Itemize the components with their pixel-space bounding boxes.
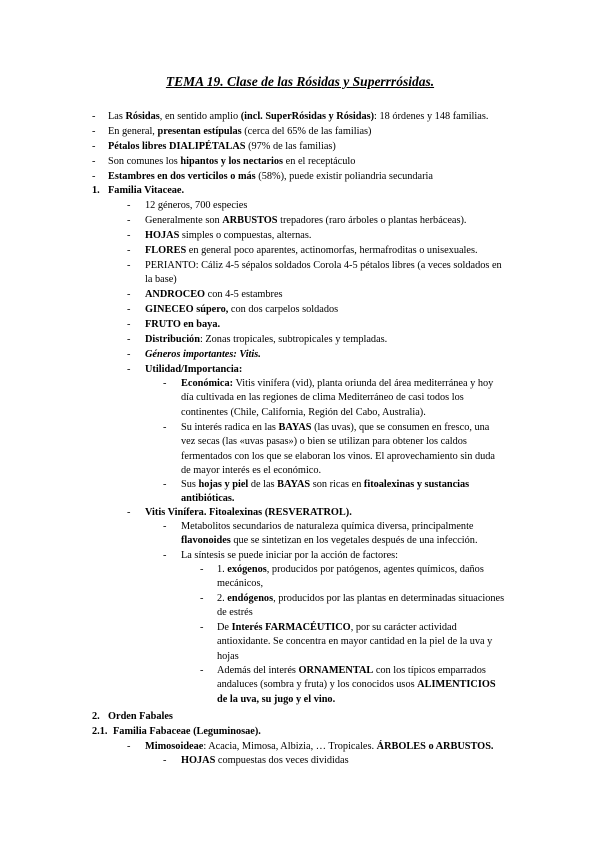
- text-run: HOJAS: [145, 230, 180, 241]
- vitaceae-item: [145, 244, 478, 258]
- section-heading: Orden Fabales: [108, 711, 173, 722]
- text-run: (cerca del 65% de las familias): [241, 126, 372, 137]
- utilidad-item: antibióticas.: [181, 493, 235, 505]
- subsection-number: 2.1.: [92, 726, 108, 737]
- text-run: ARBUSTOS: [222, 215, 278, 226]
- text-run: Mimosoideae: [145, 741, 204, 752]
- text-run: con 4-5 estambres: [205, 289, 283, 300]
- bullet-dash: -: [127, 319, 131, 330]
- section-heading: Familia Vitaceae.: [108, 185, 185, 196]
- vitaceae-item: [145, 318, 220, 332]
- text-run: Utilidad/Importancia:: [145, 364, 243, 375]
- text-run: Las: [108, 111, 126, 122]
- text-run: hipantos y los nectarios: [180, 156, 284, 167]
- text-run: (58%), puede existir poliandria secundaria: [255, 171, 433, 182]
- bullet-dash: -: [127, 260, 131, 271]
- bullet-dash: -: [92, 171, 96, 182]
- text-run: , en sentido amplio: [159, 111, 241, 122]
- intro-item: [108, 140, 336, 154]
- bullet-dash: -: [127, 364, 131, 375]
- intro-item: [108, 110, 488, 124]
- vitaceae-item: [145, 229, 311, 243]
- text-run: Generalmente son: [145, 215, 223, 226]
- bullet-dash: -: [127, 289, 131, 300]
- text-run: HOJAS: [181, 755, 216, 766]
- utilidad-item: día cultivada en las regiones de clima Mediterráneo de casi todos los: [181, 392, 464, 404]
- factor-item: de la uva, su jugo y el vino.: [217, 693, 336, 705]
- text-run: : 18 órdenes y 148 familias.: [374, 111, 489, 122]
- fabaceae-item: [145, 740, 494, 754]
- text-run: trepadores (raro árboles o plantas herbáceas).: [277, 215, 467, 226]
- factor-item: hojas: [217, 650, 239, 662]
- text-run: FLORES: [145, 245, 187, 256]
- section-number: 2.: [92, 711, 100, 722]
- text-run: compuestas dos veces divididas: [215, 755, 349, 766]
- utilidad-item: Su interés radica en las BAYAS (las uvas), que se consumen en fresco, una: [181, 422, 490, 433]
- vitaceae-item: [145, 333, 387, 347]
- text-run: : Acacia, Mimosa, Albizia, … Tropicales.: [203, 741, 377, 752]
- bullet-dash: -: [127, 230, 131, 241]
- factor-item: andaluces (sombra y fruta) y los conocidos usos ALIMENTICIOS: [217, 679, 496, 691]
- bullet-dash: -: [127, 200, 131, 211]
- subsection-heading: Familia Fabaceae (Leguminosae).: [113, 726, 261, 737]
- bullet-dash: -: [163, 378, 167, 389]
- bullet-dash: -: [127, 334, 131, 345]
- vitis-item: La síntesis se puede iniciar por la acción de factores:: [181, 550, 399, 561]
- vitaceae-item: PERIANTO: Cáliz 4-5 sépalos soldados Corola 4-5 pétalos libres (a veces soldados en: [145, 260, 502, 271]
- vitaceae-item: [145, 363, 242, 377]
- text-run: Distribución: [145, 334, 200, 345]
- text-run: (97% de las familias): [245, 141, 336, 152]
- fabaceae-subitem: [181, 754, 349, 768]
- text-run: Pétalos libres DIALIPÉTALAS: [108, 141, 246, 152]
- text-run: simples o compuestas, alternas.: [179, 230, 312, 241]
- vitaceae-item: la base): [145, 274, 177, 285]
- bullet-dash: -: [163, 755, 167, 766]
- vitaceae-item: [145, 288, 283, 302]
- text-run: en el receptáculo: [283, 156, 356, 167]
- text-run: Son comunes los: [108, 156, 181, 167]
- factor-item: De Interés FARMACÉUTICO, por su carácter actividad: [217, 622, 457, 633]
- text-run: presentan estípulas: [157, 126, 242, 137]
- factor-item: de estrés: [217, 607, 253, 619]
- text-run: : Zonas tropicales, subtropicales y templadas.: [199, 334, 388, 345]
- bullet-dash: -: [127, 507, 131, 518]
- bullet-dash: -: [163, 422, 167, 433]
- factor-item: 1. exógenos, producidos por patógenos, agentes químicos, daños: [217, 564, 484, 575]
- bullet-dash: -: [127, 349, 131, 360]
- bullet-dash: -: [127, 215, 131, 226]
- text-run: En general,: [108, 126, 158, 137]
- bullet-dash: -: [127, 741, 131, 752]
- vitaceae-item: [145, 303, 338, 317]
- bullet-dash: -: [127, 304, 131, 315]
- text-run: con dos carpelos soldados: [228, 304, 339, 315]
- bullet-dash: -: [92, 126, 96, 137]
- text-run: 12 géneros, 700 especies: [145, 200, 248, 211]
- bullet-dash: -: [200, 593, 204, 604]
- factor-item: mecánicos,: [217, 578, 264, 590]
- text-run: Rósidas: [125, 111, 160, 122]
- text-run: Estambres en dos verticilos o más: [108, 171, 256, 182]
- factor-item: 2. endógenos, producidos por las plantas en determinadas situaciones: [217, 593, 505, 604]
- bullet-dash: -: [92, 156, 96, 167]
- vitis-heading: Vitis Vinífera. Fitoalexinas (RESVERATROL).: [145, 507, 352, 518]
- utilidad-item: fermentados con los que se elaboran los vinos. El aprovechamiento sin duda: [181, 450, 495, 462]
- intro-item: [108, 170, 433, 184]
- section-number: 1.: [92, 185, 100, 196]
- factor-item: Además del interés ORNAMENTAL con los típicos emparrados: [217, 665, 486, 676]
- bullet-dash: -: [163, 479, 167, 490]
- utilidad-item: continentes (Chile, California, Región del Cabo, Australia).: [181, 406, 426, 418]
- bullet-dash: -: [92, 141, 96, 152]
- utilidad-item: de mayor interés es el económico.: [181, 464, 322, 476]
- text-run: (incl. SuperRósidas y Rósidas): [240, 111, 375, 122]
- bullet-dash: -: [200, 665, 204, 676]
- bullet-dash: -: [200, 622, 204, 633]
- vitaceae-item: [145, 214, 467, 228]
- page-title: TEMA 19. Clase de las Rósidas y Superrrósidas.: [165, 74, 435, 89]
- utilidad-item: vez secas (las «uvas pasas») o bien se utilizan para obtener los caldos: [181, 436, 467, 448]
- vitaceae-item: [145, 199, 247, 213]
- vitaceae-item: [145, 348, 261, 362]
- bullet-dash: -: [200, 564, 204, 575]
- text-run: GINECEO súpero,: [145, 304, 229, 315]
- utilidad-item: Económica: Vitis vinífera (vid), planta oriunda del área mediterránea y hoy: [181, 378, 494, 389]
- intro-item: [108, 155, 355, 169]
- factor-item: antioxidante. Se concentra en mayor cantidad en la piel de la uva y: [217, 636, 493, 648]
- intro-item: [108, 125, 371, 139]
- utilidad-item: Sus hojas y piel de las BAYAS son ricas en fitoalexinas y sustancias: [181, 479, 470, 490]
- bullet-dash: -: [163, 550, 167, 561]
- text-run: Géneros importantes: Vitis.: [145, 349, 261, 360]
- vitis-item: Metabolitos secundarios de naturaleza química diversa, principalmente: [181, 521, 474, 532]
- text-run: FRUTO en baya.: [145, 319, 221, 330]
- bullet-dash: -: [92, 111, 96, 122]
- bullet-dash: -: [163, 521, 167, 532]
- vitis-item: flavonoides que se sintetizan en los vegetales después de una infección.: [181, 535, 478, 547]
- text-run: en general poco aparentes, actinomorfas, hermafroditas o unisexuales.: [186, 245, 478, 256]
- text-run: ANDROCEO: [145, 289, 206, 300]
- text-run: ÁRBOLES o ARBUSTOS.: [376, 741, 494, 752]
- bullet-dash: -: [127, 245, 131, 256]
